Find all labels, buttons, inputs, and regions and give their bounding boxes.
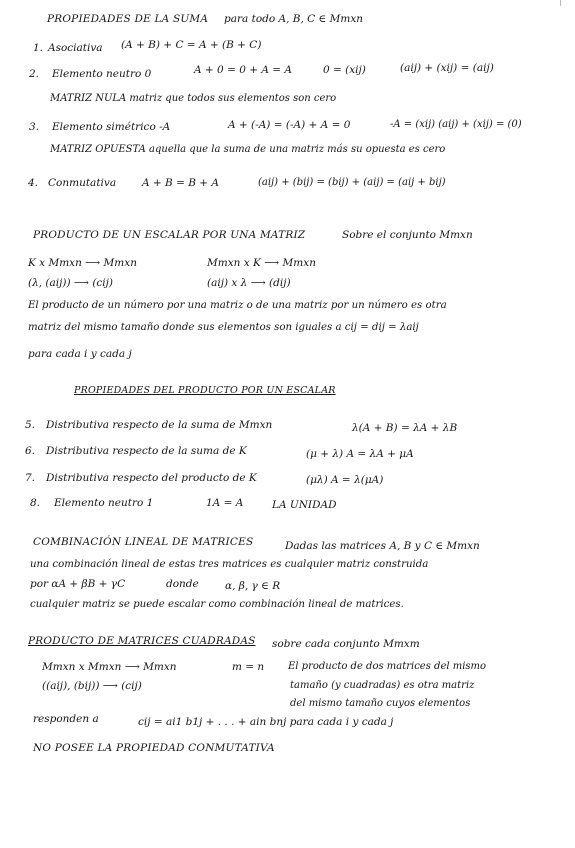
prop-5-name: Distributiva respecto de la suma de Mmxn: [46, 419, 273, 431]
prop-1-formula: (A + B) + C = A + (B + C): [121, 39, 262, 51]
combinacion-line-3b: donde: [166, 578, 199, 590]
escalar-map-2: (λ, (aij)) ⟶ (cij): [28, 277, 114, 289]
prop-3-name: Elemento simétrico -A: [52, 121, 171, 133]
cuadradas-final: NO POSEE LA PROPIEDAD CONMUTATIVA: [33, 742, 275, 754]
combinacion-title: COMBINACIÓN LINEAL DE MATRICES: [33, 536, 254, 548]
prop-3-num: 3.: [29, 121, 40, 133]
cuadradas-map-1: Mmxn x Mmxn ⟶ Mmxn: [42, 661, 177, 673]
cuadradas-cond: m = n: [232, 661, 265, 673]
escalar-map-2b: (aij) x λ ⟶ (dij): [207, 277, 291, 289]
prop-7-name: Distributiva respecto del producto de K: [46, 472, 257, 484]
suma-title: PROPIEDADES DE LA SUMA: [47, 13, 209, 25]
prop-4-name: Conmutativa: [48, 177, 117, 189]
escalar-title: PRODUCTO DE UN ESCALAR POR UNA MATRIZ: [33, 229, 306, 241]
prop-3-formula: A + (-A) = (-A) + A = 0: [228, 119, 351, 131]
cuadradas-text-2: tamaño (y cuadradas) es otra matriz: [290, 680, 475, 691]
prop-6-name: Distributiva respecto de la suma de K: [46, 445, 247, 457]
cuadradas-formula: cij = ai1 b1j + . . . + ain bnj para cada i y cada j: [138, 716, 394, 728]
prop-8-name: Elemento neutro 1: [54, 497, 154, 509]
cuadradas-text-1: El producto de dos matrices del mismo: [288, 661, 487, 672]
prop-7-formula: (μλ) A = λ(μA): [306, 474, 384, 486]
prop-4-num: 4.: [28, 177, 39, 189]
prop-1-num: 1.: [33, 42, 44, 54]
escalar-text-3: para cada i y cada j: [28, 348, 132, 360]
prop-4-formula2: (aij) + (bij) = (bij) + (aij) = (aij + bij): [258, 177, 446, 188]
prop-4-formula: A + B = B + A: [142, 177, 220, 189]
cuadradas-responden: responden a: [33, 713, 99, 725]
cuadradas-text-3: del mismo tamaño cuyos elementos: [290, 698, 471, 709]
prop-1-name: Asociativa: [48, 42, 103, 54]
prop-8-formula: 1A = A: [206, 497, 244, 509]
prop-8-note: LA UNIDAD: [272, 499, 337, 511]
combinacion-line-3a: por αA + βB + γC: [30, 578, 126, 590]
prop-5-num: 5.: [25, 419, 36, 431]
cuadradas-scope: sobre cada conjunto Mmxm: [272, 638, 420, 650]
escalar-map-1: K x Mmxn ⟶ Mmxn: [28, 257, 137, 269]
prop-2-formula2: (aij) + (xij) = (aij): [400, 62, 494, 74]
prop-6-formula: (μ + λ) A = λA + μA: [306, 448, 414, 460]
escalar-text-2: matriz del mismo tamaño donde sus elementos son iguales a cij = dij = λaij: [28, 322, 419, 333]
prop-8-num: 8.: [30, 497, 41, 509]
combinacion-line-2: una combinación lineal de estas tres matrices es cualquier matriz construida: [30, 559, 429, 570]
cuadradas-title: PRODUCTO DE MATRICES CUADRADAS: [28, 635, 256, 647]
escalar-props-title: PROPIEDADES DEL PRODUCTO POR UN ESCALAR: [74, 385, 336, 396]
escalar-map-1b: Mmxn x K ⟶ Mmxn: [207, 257, 316, 269]
suma-scope: para todo A, B, C ∈ Mmxn: [224, 13, 364, 25]
prop-2-name: Elemento neutro 0: [52, 68, 152, 80]
escalar-text-1: El producto de un número por una matriz o de una matriz por un número es otra: [28, 300, 447, 311]
corner-mark: [560, 0, 569, 6]
combinacion-line-3c: α, β, γ ∈ R: [225, 580, 281, 592]
escalar-scope: Sobre el conjunto Mmxn: [342, 229, 473, 241]
combinacion-lead: Dadas las matrices A, B y C ∈ Mmxn: [285, 540, 480, 552]
prop-2-note: MATRIZ NULA matriz que todos sus elementos son cero: [50, 93, 337, 104]
combinacion-line-4: cualquier matriz se puede escalar como combinación lineal de matrices.: [30, 599, 404, 610]
prop-7-num: 7.: [25, 472, 36, 484]
prop-6-num: 6.: [25, 445, 36, 457]
prop-2-formula: A + 0 = 0 + A = A: [194, 64, 293, 76]
prop-5-formula: λ(A + B) = λA + λB: [352, 422, 458, 434]
cuadradas-map-2: ((aij), (bij)) ⟶ (cij): [42, 680, 142, 692]
prop-2-def: 0 = (xij): [323, 64, 366, 76]
prop-3-formula2: -A = (xij) (aij) + (xij) = (0): [390, 119, 522, 130]
prop-2-num: 2.: [29, 68, 40, 80]
prop-3-note: MATRIZ OPUESTA aquella que la suma de una matriz más su opuesta es cero: [50, 144, 446, 155]
